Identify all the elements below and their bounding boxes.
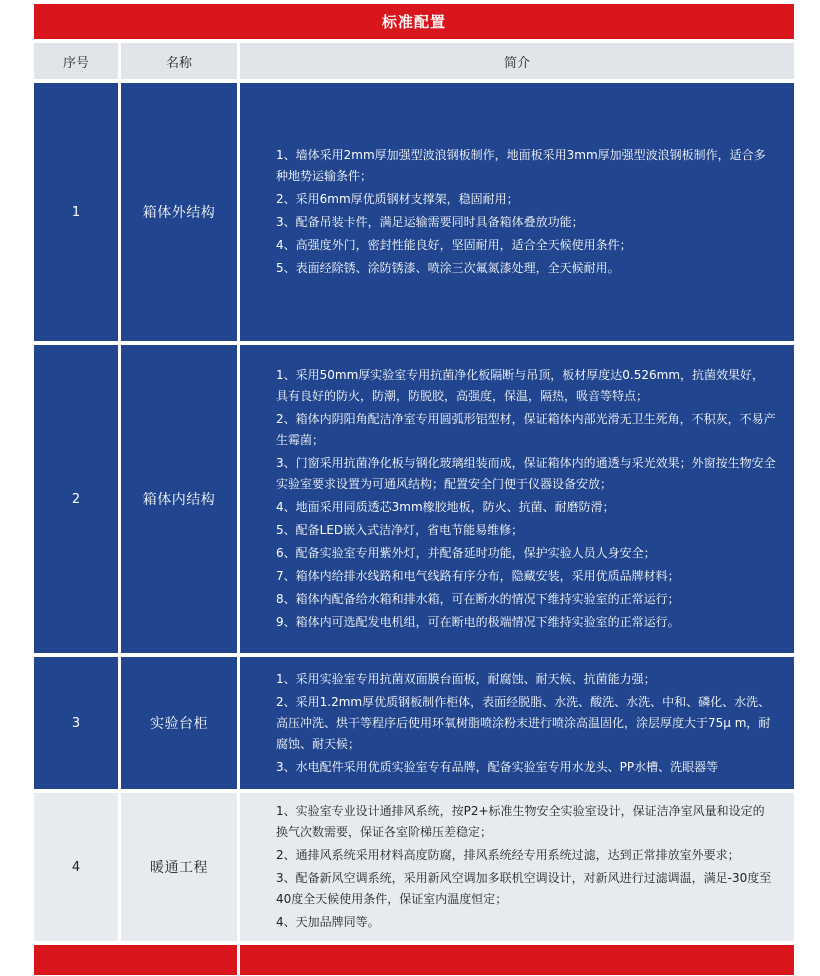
desc-line: 1、实验室专业设计通排风系统，按P2+标准生物安全实验室设计，保证洁净室风量和设定的换气次数需要，保证各室阶梯压差稳定； (276, 804, 765, 839)
row-description (240, 345, 794, 653)
config-table (34, 4, 794, 975)
desc-line: 9、箱体内可选配发电机组，可在断电的极端情况下维持实验室的正常运行。 (276, 615, 680, 629)
desc-line: 7、箱体内给排水线路和电气线路有序分布，隐藏安装，采用优质品牌材料； (276, 569, 680, 583)
table-row (34, 83, 794, 341)
footer-left-block (34, 945, 237, 975)
desc-line: 4、天加品牌同等。 (276, 915, 380, 929)
row-number: 2 (34, 345, 118, 653)
footer-bar (34, 945, 794, 975)
row-description (240, 83, 794, 341)
desc-line: 8、箱体内配备给水箱和排水箱，可在断水的情况下维持实验室的正常运行； (276, 592, 680, 606)
header-desc: 简介 (240, 43, 794, 79)
table-row (34, 793, 794, 941)
row-number: 1 (34, 83, 118, 341)
row-description (240, 657, 794, 789)
desc-line: 2、采用6mm厚优质钢材支撑架，稳固耐用； (276, 192, 519, 206)
row-number: 3 (34, 657, 118, 789)
desc-line: 3、门窗采用抗菌净化板与钢化玻璃组装而成，保证箱体内的通透与采光效果；外窗按生物安全实验室要求设置为可通风结构；配置安全门便于仪器设备安放； (276, 456, 776, 491)
table-row (34, 657, 794, 789)
desc-line: 6、配备实验室专用紫外灯，并配备延时功能，保护实验人员人身安全； (276, 546, 656, 560)
desc-line: 2、采用1.2mm厚优质钢板制作柜体，表面经脱脂、水洗、酸洗、水洗、中和、磷化、水洗、高压冲洗、烘干等程序后使用环氧树脂喷涂粉末进行喷涂高温固化，涂层厚度大于75μ m，耐腐蚀、耐天候； (276, 694, 771, 751)
desc-line: 4、地面采用同质透芯3mm橡胶地板，防火、抗菌、耐磨防滑； (276, 500, 615, 514)
desc-line: 2、通排风系统采用材料高度防腐，排风系统经专用系统过滤，达到正常排放室外要求； (276, 848, 740, 862)
row-name: 实验台柜 (121, 657, 237, 789)
row-name: 暖通工程 (121, 793, 237, 941)
header-row (34, 43, 794, 79)
desc-line: 3、水电配件采用优质实验室专有品牌，配备实验室专用水龙头、PP水槽、洗眼器等 (276, 759, 719, 774)
desc-line: 4、高强度外门，密封性能良好，坚固耐用，适合全天候使用条件； (276, 238, 632, 252)
row-name: 箱体内结构 (121, 345, 237, 653)
header-name: 名称 (121, 43, 237, 79)
row-name: 箱体外结构 (121, 83, 237, 341)
table-row (34, 345, 794, 653)
desc-line: 2、箱体内阴阳角配洁净室专用圆弧形铝型材，保证箱体内部光滑无卫生死角，不积灰，不易产生霉菌； (276, 412, 776, 447)
desc-line: 1、采用50mm厚实验室专用抗菌净化板隔断与吊顶，板材厚度达0.526mm，抗菌效果好，具有良好的防火，防潮，防脱胶，高强度，保温，隔热，吸音等特点； (276, 368, 765, 403)
row-description (240, 793, 794, 941)
desc-line: 5、配备LED嵌入式洁净灯，省电节能易维修； (276, 523, 524, 537)
row-number: 4 (34, 793, 118, 941)
header-no: 序号 (34, 43, 118, 79)
desc-line: 3、配备新风空调系统，采用新风空调加多联机空调设计，对新风进行过滤调温，满足-30度至40度全天候使用条件，保证室内温度恒定； (276, 871, 772, 906)
footer-right-block (240, 945, 794, 975)
desc-line: 3、配备吊装卡件，满足运输需要同时具备箱体叠放功能； (276, 215, 584, 229)
desc-line: 5、表面经除锈、涂防锈漆、喷涂三次氟氮漆处理，全天候耐用。 (276, 261, 620, 275)
table-title: 标准配置 (34, 4, 794, 39)
desc-line: 1、墙体采用2mm厚加强型波浪钢板制作，地面板采用3mm厚加强型波浪钢板制作，适合多种地势运输条件； (276, 148, 766, 183)
desc-line: 1、采用实验室专用抗菌双面膜台面板，耐腐蚀、耐天候、抗菌能力强； (276, 671, 656, 686)
